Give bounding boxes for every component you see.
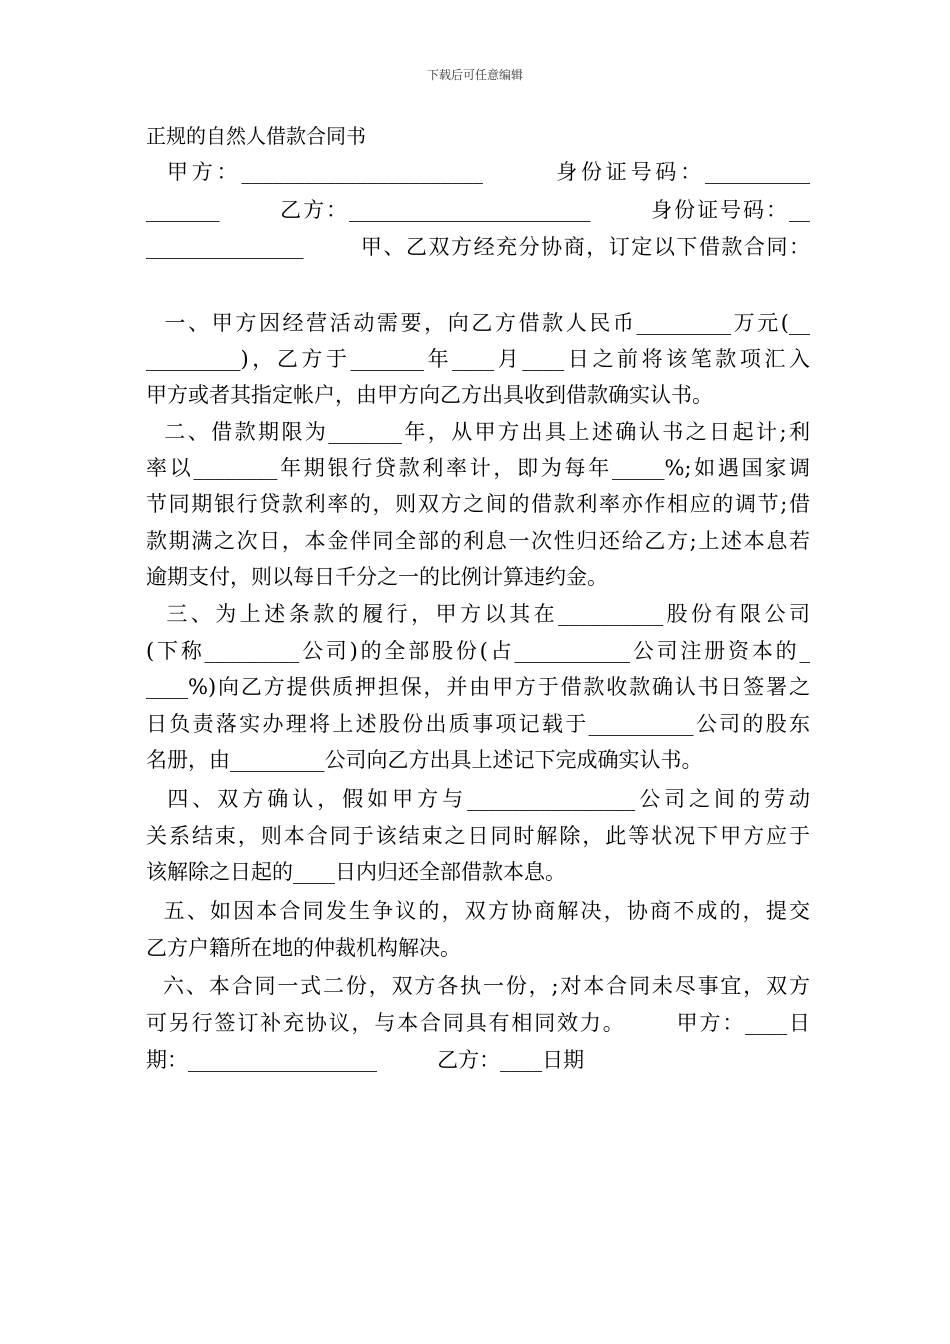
clause-2-line-3: 节同期银行贷款利率的，则双方之间的借款利率亦作相应的调节;借 xyxy=(146,492,810,516)
header-note: 下载后可任意编辑 xyxy=(426,68,523,82)
clause-2-line-5: 逾期支付，则以每日千分之一的比例计算违约金。 xyxy=(146,565,608,589)
clause-5-line-1: 五、如因本合同发生争议的，双方协商解决，协商不成的，提交 xyxy=(146,899,810,923)
preamble-line: _______________ 甲、乙双方经充分协商，订定以下借款合同： xyxy=(146,235,810,259)
clause-2-line-1: 二、借款期限为_______年，从甲方出具上述确认书之日起计;利 xyxy=(146,420,810,444)
party-a-line: 甲方：_______________________ 身份证号码：__________ xyxy=(146,160,810,184)
clause-3-line-4: 日负责落实办理将上述股份出质事项记载于__________公司的股东 xyxy=(146,712,810,736)
party-b-line: _______ 乙方：_______________________ 身份证号码：__ xyxy=(146,198,810,222)
clause-4-line-2: 关系结束，则本合同于该结束之日同时解除，此等状况下甲方应于 xyxy=(146,824,810,848)
clause-3-line-2: (下称_________公司)的全部股份(占___________公司注册资本的_ xyxy=(146,639,810,663)
clause-2-line-2: 率以________年期银行贷款利率计，即为每年_____%;如遇国家调 xyxy=(146,456,810,480)
clause-1-line-2: _________)，乙方于_______年____月____日之前将该笔款项汇入 xyxy=(146,347,810,371)
clause-3-line-5: 名册，由_________公司向乙方出具上述记下完成确实认书。 xyxy=(146,748,703,772)
clause-3-line-1: 三、为上述条款的履行，甲方以其在__________股份有限公司 xyxy=(146,602,810,626)
clause-3-line-3: ____%)向乙方提供质押担保，并由甲方于借款收款确认书日签署之 xyxy=(146,675,810,699)
clause-4-line-3: 该解除之日起的____日内归还全部借款本息。 xyxy=(146,860,566,884)
clause-1-line-3: 甲方或者其指定帐户，由甲方向乙方出具收到借款确实认书。 xyxy=(146,383,713,407)
clause-5-line-2: 乙方户籍所在地的仲裁机构解决。 xyxy=(146,936,461,960)
clause-2-line-4: 款期满之次日，本金伴同全部的利息一次性归还给乙方;上述本息若 xyxy=(146,529,810,553)
clause-1-line-1: 一、甲方因经营活动需要，向乙方借款人民币_________万元(__ xyxy=(146,311,810,335)
clause-4-line-1: 四、双方确认，假如甲方与________________公司之间的劳动 xyxy=(146,787,810,811)
clause-6-line-2: 可另行签订补充协议，与本合同具有相同效力。 甲方：____日 xyxy=(146,1011,810,1035)
clause-6-line-1: 六、本合同一式二份，双方各执一份，;对本合同未尽事宜，双方 xyxy=(146,974,810,998)
signature-line: 期：__________________ 乙方：____日期 xyxy=(146,1048,585,1072)
document-title: 正规的自然人借款合同书 xyxy=(146,124,366,148)
